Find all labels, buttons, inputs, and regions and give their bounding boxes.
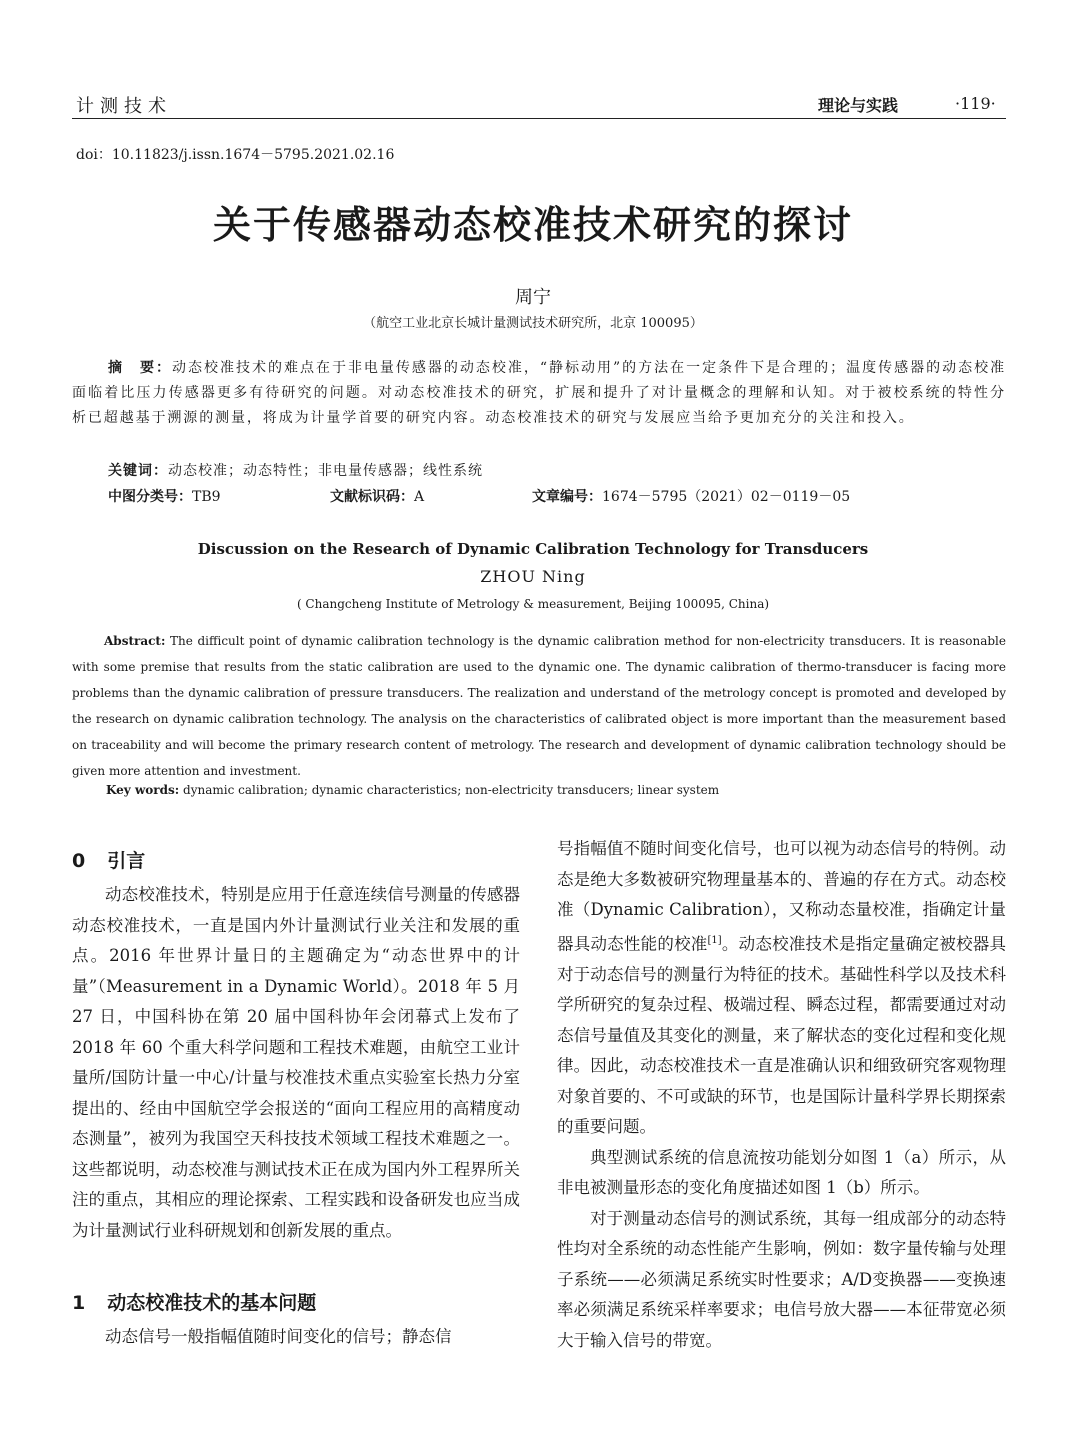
keywords-en-text: dynamic calibration; dynamic characteristics; non-electricity transducers; linear system: [183, 783, 720, 797]
author: 周宁: [515, 287, 551, 308]
abstract-cn: [72, 356, 1006, 431]
paragraph-part: 号指幅值不随时间变化信号，也可以视为动态信号的特例。动态是绝大多数被研究物理量基本的、普遍的存在方式。动态校准（Dynamic Calibration），又称动态量校准，指确定计量器具动态性能的校准: [557, 839, 1006, 953]
paper-title: 关于传感器动态校准技术研究的探讨: [212, 203, 853, 247]
right-column-text: [557, 834, 1006, 1356]
paragraph: 动态校准技术，特别是应用于任意连续信号测量的传感器动态校准技术，一直是国内外计量测试行业关注和发展的重点。2016 年世界计量日的主题确定为“动态世界中的计量”（Measurement in a Dynamic World）。2018 年 5 月 27 日，中国科协在第 20 届中国科协年会闭幕式上发布了 2018 年 60 个重大科学问题和工程技术难题，由航空工业计量所/国防计量一中心/计量与校准技术重点实验室长热力分室提出的、经由中国航空学会报送的“面向工程应用的高精度动态测量”，被列为我国空天科技技术领域工程技术难题之一。这些都说明，动态校准与测试技术正在成为国内外工程界所关注的重点，其相应的理论探索、工程实践和设备研发也应当成为计量测试行业科研规划和创新发展的重点。: [72, 885, 520, 1240]
abstract-cn-text: 动态校准技术的难点在于非电量传感器的动态校准，“静标动用”的方法在一定条件下是合理的；温度传感器的动态校准面临着比压力传感器更多有待研究的问题。对动态校准技术的研究，扩展和提升了对计量概念的理解和认知。对于被校系统的特性分析已超越基于溯源的测量，将成为计量学首要的研究内容。动态校准技术的研究与发展应当给予更加充分的关注和投入。: [72, 360, 1006, 426]
section-1-title: 动态校准技术的基本问题: [107, 1292, 317, 1314]
left-column-text-2: [72, 1322, 520, 1353]
clc-label: 中图分类号：: [108, 489, 192, 505]
paragraph: [557, 834, 1006, 1143]
journal-name: 计测技术: [76, 96, 172, 117]
abstract-en: [72, 628, 1006, 784]
doc-code-value: A: [414, 489, 425, 505]
clc-number: [108, 486, 221, 506]
header-rule: [72, 118, 1006, 119]
article-number: [532, 486, 850, 506]
paragraph: 典型测试系统的信息流按功能划分如图 1（a）所示，从非电被测量形态的变化角度描述如图 1（b）所示。: [557, 1147, 1006, 1197]
section-0-heading: [72, 846, 145, 873]
paragraph-part: 。动态校准技术是指定量确定被校器具对于动态信号的测量行为特征的技术。基础性科学以及技术科学所研究的复杂过程、极端过程、瞬态过程，都需要通过对动态信号量值及其变化的测量，来了解状态的变化过程和变化规律。因此，动态校准技术一直是准确认识和细致研究客观物理对象首要的、不可或缺的环节，也是国际计量科学界长期探索的重要问题。: [557, 934, 1007, 1136]
citation-ref[interactable]: [1]: [707, 934, 722, 946]
document-code: [330, 486, 424, 506]
clc-value: TB9: [192, 489, 221, 505]
keywords-cn-text: 动态校准；动态特性；非电量传感器；线性系统: [168, 463, 483, 479]
keywords-en-label: Key words:: [106, 783, 180, 797]
affiliation: （航空工业北京长城计量测试技术研究所，北京 100095）: [363, 316, 703, 331]
abstract-en-label: Abstract:: [104, 634, 166, 648]
article-number-value: 1674－5795（2021）02－0119－05: [602, 489, 851, 505]
keywords-cn: [108, 460, 483, 480]
abstract-en-text: The difficult point of dynamic calibration technology is the dynamic calibration method for non-electricity transducers. It is reasonable with some premise that results from the static calibration are used to the dynamic one. The dynamic calibration of thermo-transducer is facing more problems than the dynamic calibration of pressure transducers. The realization and understand of the metrology concept is promoted and developed by the research on dynamic calibration technology. The analysis on the characteristics of calibrated object is more important than the measurement based on traceability and will become the primary research content of metrology. The research and development of dynamic calibration technology should be given more attention and investment.: [72, 634, 1006, 778]
section-0-title: 引言: [107, 850, 146, 872]
doi: doi：10.11823/j.issn.1674－5795.2021.02.16: [76, 147, 395, 163]
english-affiliation: ( Changcheng Institute of Metrology & measurement, Beijing 100095, China): [296, 597, 770, 611]
paragraph: 动态信号一般指幅值随时间变化的信号；静态信: [105, 1327, 452, 1346]
section-label: 理论与实践: [818, 96, 899, 115]
abstract-cn-label: 摘 要：: [108, 360, 172, 376]
left-column-text: [72, 880, 520, 1246]
section-0-number: 0: [72, 850, 86, 872]
english-author: ZHOU Ning: [480, 567, 586, 586]
page-number: ·119·: [955, 94, 996, 113]
english-title: Discussion on the Research of Dynamic Calibration Technology for Transducers: [197, 540, 869, 558]
section-1-heading: [72, 1288, 316, 1315]
article-number-label: 文章编号：: [532, 489, 602, 505]
paragraph: 对于测量动态信号的测试系统，其每一组成部分的动态特性均对全系统的动态性能产生影响，例如：数字量传输与处理子系统——必须满足系统实时性要求；A/D变换器——变换速率必须满足系统采样率要求；电信号放大器——本征带宽必须大于输入信号的带宽。: [557, 1208, 1006, 1350]
keywords-cn-label: 关键词：: [108, 463, 168, 479]
keywords-en: [106, 783, 719, 797]
doc-code-label: 文献标识码：: [330, 489, 414, 505]
section-1-number: 1: [72, 1292, 86, 1314]
